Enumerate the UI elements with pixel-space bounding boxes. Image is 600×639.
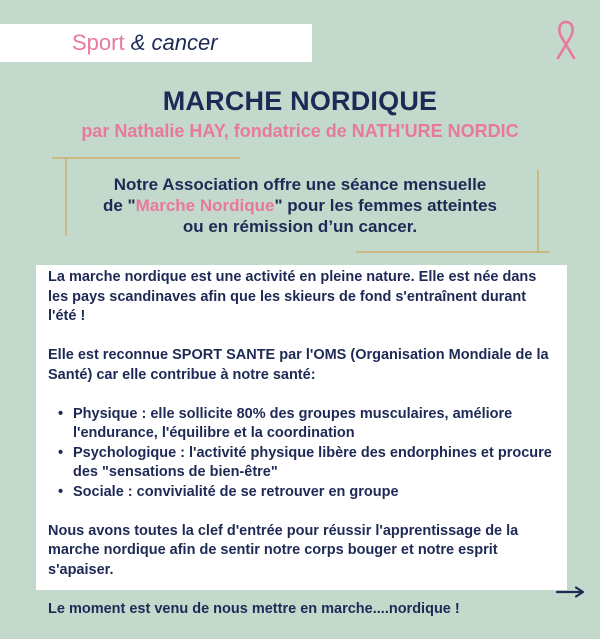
intro-text: [100, 174, 500, 237]
paragraph-closing: Le moment est venu de nous mettre en marche....nordique !: [48, 600, 460, 617]
paragraph-sport-sante: Elle est reconnue SPORT SANTE par l'OMS (Organisation Mondiale de la Santé) car elle contribue à notre santé:: [48, 347, 549, 383]
paragraph-origin: La marche nordique est une activité en pleine nature. Elle est née dans les pays scandinaves afin que les skieurs de fond s'entraînent durant l'été !: [48, 269, 537, 324]
brand-amp: &: [130, 30, 146, 55]
intro-line-2-pre: de ": [102, 196, 136, 215]
next-arrow-icon[interactable]: [556, 586, 586, 598]
paragraph-learning: Nous avons toutes la clef d'entrée pour réussir l'apprentissage de la marche nordique afin de sentir notre corps bouger et notre esprit s'apaiser.: [48, 522, 519, 578]
intro-line-1: Notre Association offre une séance mensuelle: [113, 175, 487, 194]
content-text: [48, 268, 558, 639]
brand-cancer: cancer: [151, 30, 218, 55]
page-title: MARCHE NORDIQUE: [162, 86, 438, 116]
intro-highlight: Marche Nordique: [135, 196, 275, 215]
intro-line-3: ou en rémission d’un cancer.: [182, 217, 418, 236]
benefits-list: [48, 405, 558, 503]
content-card: [36, 265, 567, 617]
list-item: • Physique : elle sollicite 80% des groupes musculaires, améliore l'endurance, l'équilibre et la coordination: [48, 405, 558, 444]
list-item: • Sociale : convivialité de se retrouver en groupe: [48, 483, 558, 503]
intro-line-2: [100, 195, 500, 216]
list-item: • Psychologique : l'activité physique libère des endorphines et procure des "sensations de bien-être": [48, 444, 558, 483]
page-subtitle: par Nathalie HAY, fondatrice de NATH'URE NORDIC: [81, 121, 519, 141]
intro-line-2-post: " pour les femmes atteintes: [274, 196, 497, 215]
brand-sport: Sport: [72, 30, 125, 55]
